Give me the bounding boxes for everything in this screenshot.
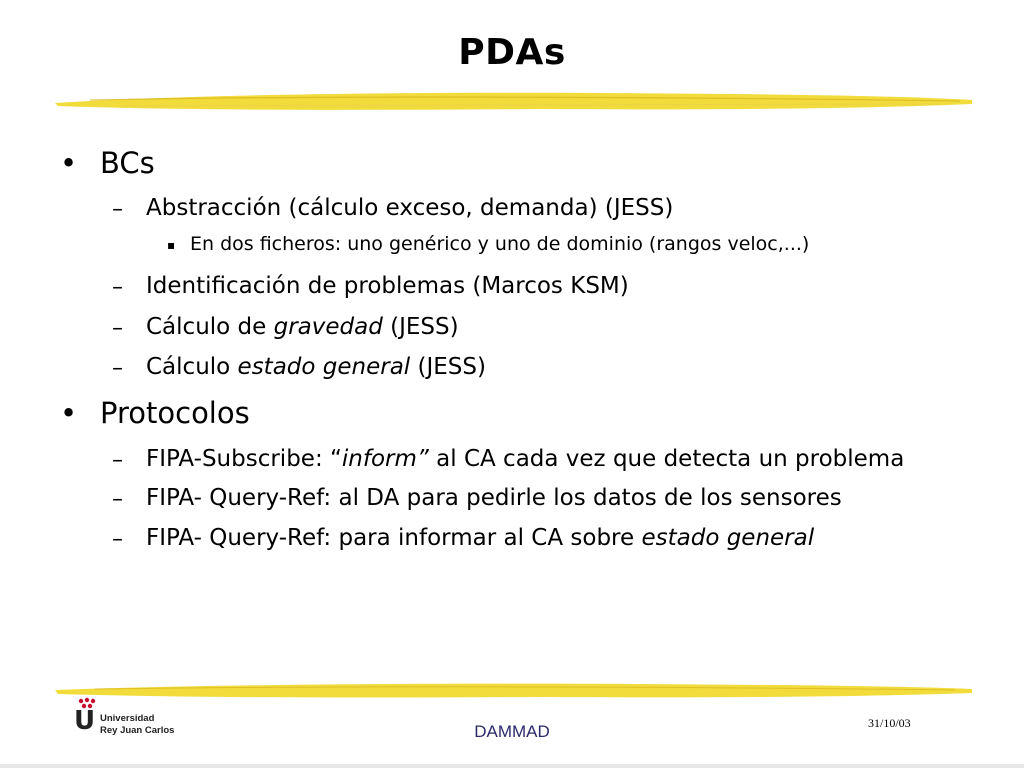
bottom-edge — [0, 764, 1024, 768]
bullet-level1-marker: • — [60, 396, 78, 430]
bullet-text: FIPA-Subscribe: “ — [146, 446, 342, 472]
bullet-identificacion — [146, 273, 629, 299]
bullet-text: al CA cada vez que detecta un problema — [428, 446, 905, 472]
bullet-text: (JESS) — [410, 354, 486, 380]
bullet-level2-marker: – — [112, 448, 123, 473]
top-brush-divider — [0, 0, 1024, 130]
bullet-fipa-query-ca — [146, 525, 814, 551]
bullet-estado-general — [146, 354, 486, 380]
logo-line1: Universidad — [100, 713, 155, 724]
bullet-text: Abstracción (cálculo exceso, demanda) (JESS) — [146, 195, 674, 221]
bullet-text: Cálculo — [146, 354, 238, 380]
bullet-level1-marker: • — [60, 146, 78, 180]
footer-label: DAMMAD — [474, 722, 550, 741]
bullet-level2-marker: – — [112, 527, 123, 552]
bullet-level2-marker: – — [112, 356, 123, 381]
bullet-level2-marker: – — [112, 316, 123, 341]
bullet-gravedad — [146, 314, 459, 340]
bullet-text-italic: inform” — [341, 446, 429, 472]
bullet-fipa-subscribe — [146, 446, 904, 472]
bullet-text-italic: estado general — [641, 525, 815, 551]
bullet-text: Cálculo de — [146, 314, 274, 340]
bullet-text-italic: estado general — [237, 354, 411, 380]
bullet-text: (JESS) — [382, 314, 459, 340]
logo-letter: U — [74, 706, 96, 736]
bullet-protocolos: Protocolos — [100, 396, 250, 430]
bullet-level2-marker: – — [112, 275, 123, 300]
bullet-ficheros: En dos ficheros: uno genérico y uno de dominio (rangos veloc,...) — [190, 233, 810, 255]
bullet-fipa-query-da — [146, 485, 842, 511]
logo-line2: Rey Juan Carlos — [100, 725, 175, 736]
slide-title: PDAs — [458, 32, 566, 73]
bullet-text: Identificación de problemas (Marcos KSM) — [146, 273, 629, 299]
bullet-text: FIPA- Query-Ref: para informar al CA sobre — [146, 525, 642, 551]
bullet-abstraccion — [146, 195, 673, 221]
bullet-level2-marker: – — [112, 197, 123, 222]
bullet-text-italic: gravedad — [273, 314, 383, 340]
bullet-level2-marker: – — [112, 487, 123, 512]
bullet-text: FIPA- Query-Ref: al DA para pedirle los datos de los sensores — [146, 485, 842, 511]
bullet-bcs: BCs — [100, 146, 155, 180]
footer-date: 31/10/03 — [868, 716, 911, 730]
bullet-level3-marker: ▪ — [167, 238, 176, 252]
